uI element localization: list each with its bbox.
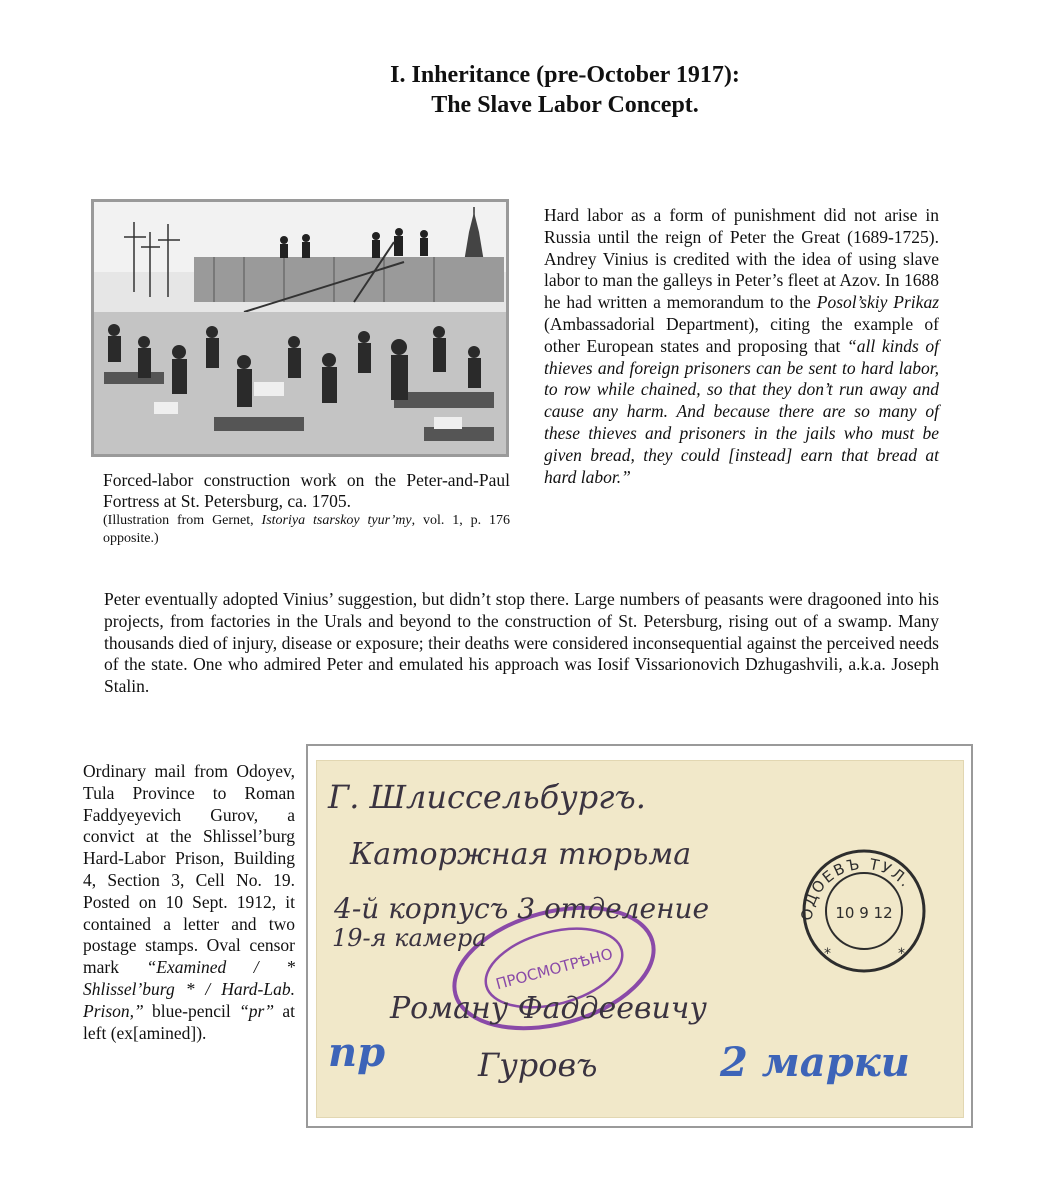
caption-source — [103, 512, 510, 548]
vinius-quote: “all kinds of thieves and foreign prisoners can be sent to hard labor, to row while chained, so that they don’t run away and cause any harm. And because there are so many of these thieves and prisoners in the jails who must be given bread, they could [instead] earn that bread at hard labor.” — [544, 335, 939, 487]
address-line-4: 19-я камера — [332, 924, 487, 952]
cover-caption — [83, 761, 295, 1044]
pr-quote: “pr” — [239, 1000, 275, 1021]
address-line-3: 4-й корпусъ 3 отделение — [334, 892, 710, 925]
fortress-construction-illustration — [91, 199, 509, 457]
illustration-caption — [103, 470, 510, 548]
blue-pencil-marki: 2 марки — [720, 1039, 910, 1086]
envelope-markings — [308, 746, 971, 1126]
address-line-2: Каторжная тюрьма — [350, 837, 692, 872]
address-line-6: Гуровъ — [478, 1046, 598, 1084]
cover-caption-text-b: blue-pencil — [143, 1000, 240, 1021]
prison-mail-cover — [306, 744, 973, 1128]
title-line-1: I. Inheritance (pre-October 1917): — [390, 62, 740, 88]
censor-mark-quote: “Examined / * Shlissel’burg * / Hard-Lab. Prison,” — [83, 957, 295, 1021]
address-line-1: Г. Шлиссельбургъ. — [328, 778, 646, 816]
cover-caption-text-a: Ordinary mail from Odoyev, Tula Province to Roman Faddyeyevich Gurov, a convict at the Shlissel’burg Hard-Labor Prison, Building 4, Section 3, Cell No. 19. Posted on 10 Sept. 1912, it contained a letter and two postage stamps. Oval censor mark — [83, 761, 295, 978]
svg-text:*: * — [824, 946, 831, 962]
blue-pencil-pr: пр — [328, 1029, 386, 1076]
postmark-town: ОДОЕВЪ ТУЛ. — [797, 854, 916, 922]
cover-caption-text-c: at left (ex[amined]). — [83, 1000, 295, 1043]
para1-italic-term: Posol’skiy Prikaz — [816, 292, 939, 313]
peter-paragraph: Peter eventually adopted Vinius’ suggestion, but didn’t stop there. Large numbers of peasants were dragooned into his projects, from factories in the Urals and beyond to the construction of St. Petersburg, rising out of a swamp. Many thousands died of injury, disease or exposure; their deaths were considered inconsequential against the perceived needs of the state. One who admired Peter and emulated his approach was Iosif Vissarionovich Dzhugashvili, a.k.a. Joseph Stalin. — [104, 589, 939, 697]
caption-source-prefix: (Illustration from Gernet, — [103, 513, 262, 528]
page-title — [230, 60, 900, 120]
caption-main-text: Forced-labor construction work on the Peter-and-Paul Fortress at St. Petersburg, ca. 1705. — [103, 470, 510, 511]
blue-pencil-marks — [328, 1029, 910, 1086]
censor-text: ПРОСМОТРѢНО — [493, 944, 615, 994]
svg-text:*: * — [898, 946, 905, 962]
address-line-5: Роману Фаддеевичу — [390, 991, 707, 1026]
hard-labor-paragraph — [544, 205, 939, 488]
title-line-2: The Slave Labor Concept. — [431, 92, 699, 118]
para1-text-a: Hard labor as a form of punishment did not arise in Russia until the reign of Peter the Great (1689-1725). Andrey Vinius is credited with the idea of using slave labor to man the galleys in Peter’s fleet at Azov. In 1688 he had written a memorandum to the — [544, 205, 939, 313]
caption-source-suffix: , vol. 1, p. 176 opposite.) — [103, 513, 511, 546]
illustration-drawing — [94, 202, 506, 454]
caption-source-title: Istoriya tsarskoy tyur’my — [261, 513, 412, 528]
para1-text-b: (Ambassadorial Department), citing the example of other European states and proposing that — [544, 313, 939, 356]
odoyev-postmark — [798, 851, 924, 971]
postmark-date: 10 9 12 — [835, 904, 893, 922]
